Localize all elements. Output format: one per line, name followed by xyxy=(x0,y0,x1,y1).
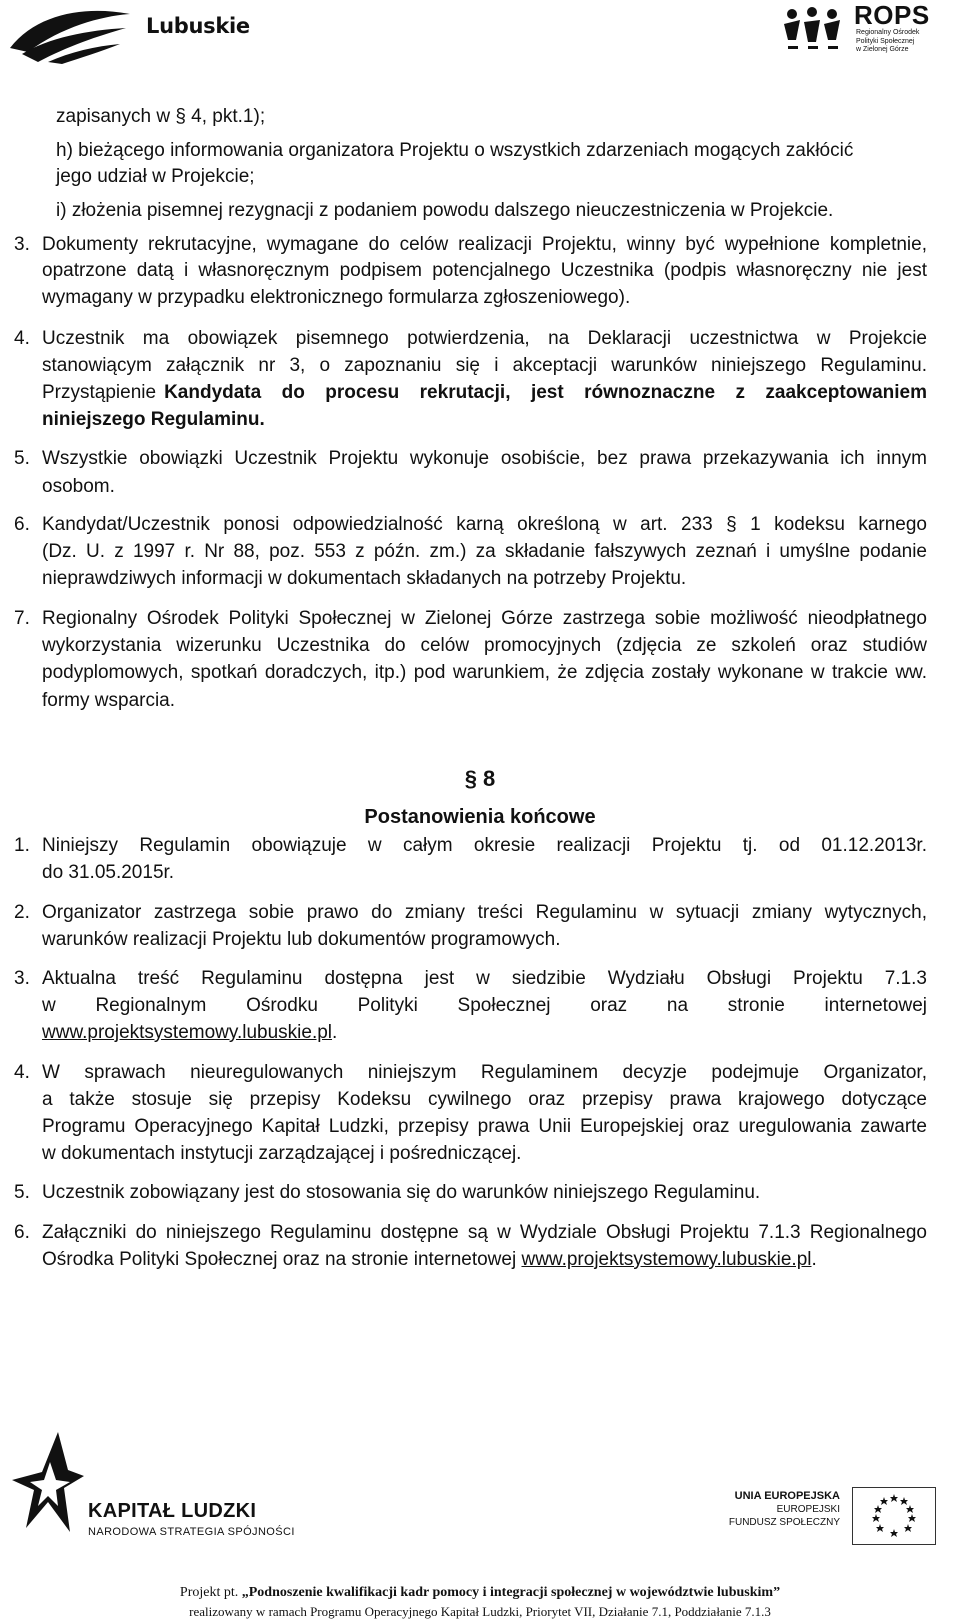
lubuskie-logo xyxy=(8,4,258,64)
text-line: Uczestnik ma obowiązek pisemnego potwierdzenia, na Deklaracji uczestnictwa w Projekcie xyxy=(42,328,927,349)
rops-subtitle: Regionalny Ośrodek Polityki Społecznej w Zielonej Górze xyxy=(856,29,920,53)
text-line: Przystąpienie Kandydata do procesu rekrutacji, jest równoznaczne z zaakceptowaniem xyxy=(42,382,927,403)
page-header xyxy=(0,0,960,90)
item-number: 4. xyxy=(14,1062,30,1083)
website-link[interactable]: www.projektsystemowy.lubuskie.pl xyxy=(521,1249,812,1270)
text-line: Aktualna treść Regulaminu dostępna jest w siedzibie Wydziału Obsługi Projektu 7.1.3 xyxy=(42,968,927,989)
text-line: niniejszego Regulaminu. xyxy=(42,409,265,430)
text-line: wymagany w przypadku elektronicznego formularza zgłoszeniowego). xyxy=(42,287,631,308)
text-line: osobom. xyxy=(42,476,115,497)
item-number: 5. xyxy=(14,1182,30,1203)
lubuskie-logo-text: Lubuskie xyxy=(146,14,250,38)
text-line: i) złożenia pisemnej rezygnacji z podaniem powodu dalszego nieuczestniczenia w Projekcie. xyxy=(56,200,834,221)
kapital-ludzki-title: KAPITAŁ LUDZKI xyxy=(88,1500,257,1522)
people-group-icon xyxy=(782,2,852,60)
text-line: Wszystkie obowiązki Uczestnik Projektu wykonuje osobiście, bez prawa przekazywania ich innym xyxy=(42,448,927,469)
text-line: zapisanych w § 4, pkt.1); xyxy=(56,106,266,127)
project-title-line: Projekt pt. „Podnoszenie kwalifikacji kadr pomocy i integracji społecznej w województwie lubuskim” xyxy=(179,1585,781,1600)
kapital-ludzki-subtitle: NARODOWA STRATEGIA SPÓJNOŚCI xyxy=(88,1526,295,1538)
lubuskie-emblem-icon xyxy=(8,4,138,64)
text-line: Załączniki do niniejszego Regulaminu dostępne są w Wydziale Obsługi Projektu 7.1.3 Regionalnego xyxy=(42,1222,927,1243)
text-line: Kandydat/Uczestnik ponosi odpowiedzialność karną określoną w art. 233 § 1 kodeksu karnego xyxy=(42,514,927,535)
rops-logo xyxy=(782,2,952,64)
text-line: Programu Operacyjnego Kapitał Ludzki, przepisy prawa Unii Europejskiej oraz uregulowania zawarte xyxy=(42,1116,927,1137)
text-line: formy wsparcia. xyxy=(42,690,176,711)
section-mark: § 8 xyxy=(464,766,496,791)
item-number: 2. xyxy=(14,902,30,923)
text-line: Regionalny Ośrodek Polityki Społecznej w Zielonej Górze zastrzega sobie możliwość nieodpłatnego xyxy=(42,608,927,629)
website-link[interactable]: www.projektsystemowy.lubuskie.pl xyxy=(42,1022,333,1043)
item-number: 1. xyxy=(14,835,30,856)
text-line: w dokumentach instytucji zarządzającej i pośredniczącej. xyxy=(42,1143,522,1164)
eu-label: UNIA EUROPEJSKA EUROPEJSKI FUNDUSZ SPOŁECZNY xyxy=(728,1490,840,1528)
text-line: podyplomowych, spotkań doradczych, itp.) pod warunkiem, że zdjęcia zostały wykonane w trakcie ww. xyxy=(42,662,927,683)
item-number: 4. xyxy=(14,328,30,349)
text-line: Organizator zastrzega sobie prawo do zmiany treści Regulaminu w sytuacji zmiany wytycznych, xyxy=(42,902,927,923)
text-line: warunków realizacji Projektu lub dokumentów programowych. xyxy=(42,929,561,950)
item-number: 6. xyxy=(14,514,30,535)
text-line: h) bieżącego informowania organizatora Projektu o wszystkich zdarzeniach mogących zakłócić xyxy=(56,140,854,161)
text-line: wykorzystania wizerunku Uczestnika do celów promocyjnych (zdjęcia ze szkoleń oraz studiów xyxy=(42,635,927,656)
text-line: stanowiącym załącznik nr 3, o zapoznaniu się i akceptacji warunków niniejszego Regulaminu. xyxy=(42,355,927,376)
kapital-ludzki-star-icon xyxy=(12,1432,84,1532)
text-line: Ośrodka Polityki Społecznej oraz na stronie internetowej www.projektsystemowy.lubuskie.pl. xyxy=(42,1249,817,1270)
text-line: jego udział w Projekcie; xyxy=(56,166,255,187)
item-number: 3. xyxy=(14,968,30,989)
text-line: W sprawach nieuregulowanych niniejszym Regulaminem decyzje podejmuje Organizator, xyxy=(42,1062,927,1083)
section-title: Postanowienia końcowe xyxy=(364,806,596,828)
text-line: Niniejszy Regulamin obowiązuje w całym okresie realizacji Projektu tj. od 01.12.2013r. xyxy=(42,835,927,856)
item-number: 6. xyxy=(14,1222,30,1243)
rops-title: ROPS xyxy=(854,0,930,30)
project-program-line: realizowany w ramach Programu Operacyjnego Kapitał Ludzki, Priorytet VII, Działanie 7.1, Poddziałanie 7.1.3 xyxy=(189,1604,771,1619)
text-line: Dokumenty rekrutacyjne, wymagane do celów realizacji Projektu, winny być wypełnione kompletnie, xyxy=(42,234,927,255)
text-line: Uczestnik zobowiązany jest do stosowania się do warunków niniejszego Regulaminu. xyxy=(42,1182,761,1203)
item-number: 3. xyxy=(14,234,30,255)
text-line: do 31.05.2015r. xyxy=(42,862,175,883)
page-footer xyxy=(0,1460,960,1618)
text-line: www.projektsystemowy.lubuskie.pl. xyxy=(42,1022,338,1043)
text-line: w Regionalnym Ośrodku Polityki Społecznej oraz na stronie internetowej xyxy=(42,995,927,1016)
item-number: 5. xyxy=(14,448,30,469)
text-line: opatrzone datą i własnoręcznym podpisem potencjalnego Uczestnika (podpis własnoręczny nie jest xyxy=(42,260,927,281)
item-number: 7. xyxy=(14,608,30,629)
text-line: nieprawdziwych informacji w dokumentach składanych na potrzeby Projektu. xyxy=(42,568,687,589)
eu-flag-icon xyxy=(852,1487,936,1545)
text-line: (Dz. U. z 1997 r. Nr 88, poz. 553 z późn. zm.) za składanie fałszywych zeznań i umyślne podanie xyxy=(42,541,927,562)
text-line: a także stosuje się przepisy Kodeksu cywilnego oraz przepisy prawa krajowego dotyczące xyxy=(42,1089,927,1110)
